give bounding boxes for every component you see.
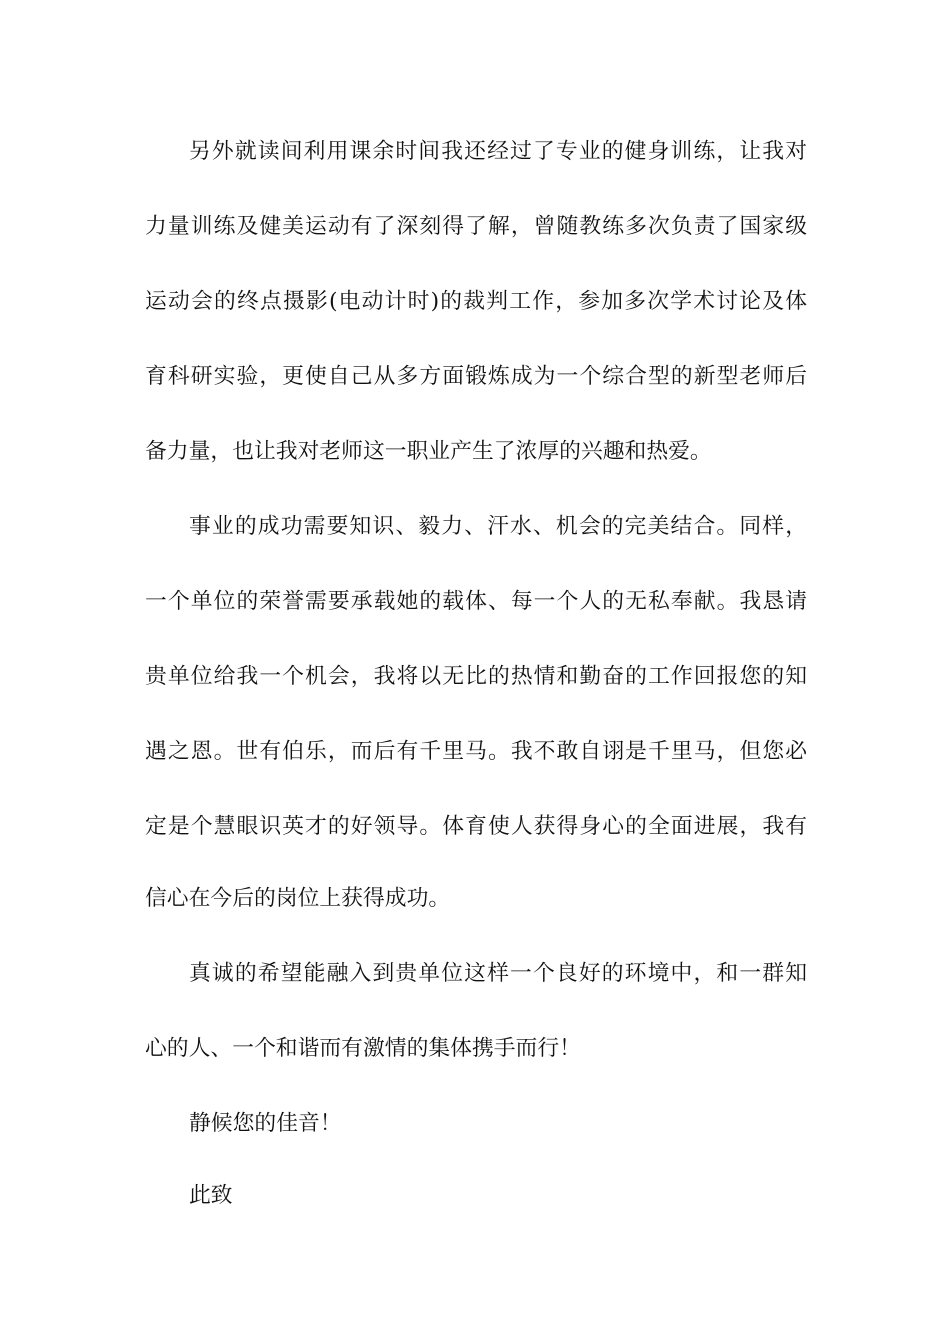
paragraph-1-line-4: 育科研实验，更使自己从多方面锻炼成为一个综合型的新型老师后: [145, 364, 807, 389]
closing-line: 静候您的佳音！: [189, 1111, 342, 1136]
paragraph-2-line-2: 一个单位的荣誉需要承载她的载体、每一个人的无私奉献。我恳请: [145, 589, 807, 614]
paragraph-1-line-2: 力量训练及健美运动有了深刻得了解，曾随教练多次负责了国家级: [145, 214, 807, 239]
paragraph-2-line-4: 遇之恩。世有伯乐，而后有千里马。我不敢自诩是千里马，但您必: [145, 739, 807, 764]
paragraph-1-line-1: 另外就读间利用课余时间我还经过了专业的健身训练，让我对: [189, 139, 807, 164]
paragraph-2-line-5: 定是个慧眼识英才的好领导。体育使人获得身心的全面进展，我有: [145, 814, 807, 839]
paragraph-3-line-1: 真诚的希望能融入到贵单位这样一个良好的环境中，和一群知: [189, 961, 807, 986]
paragraph-2-line-1: 事业的成功需要知识、毅力、汗水、机会的完美结合。同样，: [189, 514, 807, 539]
paragraph-1-line-3: 运动会的终点摄影(电动计时)的裁判工作，参加多次学术讨论及体: [145, 289, 807, 314]
salutation-line: 此致: [189, 1183, 233, 1208]
paragraph-3-line-2: 心的人、一个和谐而有激情的集体携手而行！: [145, 1036, 581, 1061]
paragraph-2-line-6: 信心在今后的岗位上获得成功。: [145, 886, 451, 911]
paragraph-2-line-3: 贵单位给我一个机会，我将以无比的热情和勤奋的工作回报您的知: [145, 664, 807, 689]
paragraph-1-line-5: 备力量，也让我对老师这一职业产生了浓厚的兴趣和热爱。: [145, 439, 712, 464]
